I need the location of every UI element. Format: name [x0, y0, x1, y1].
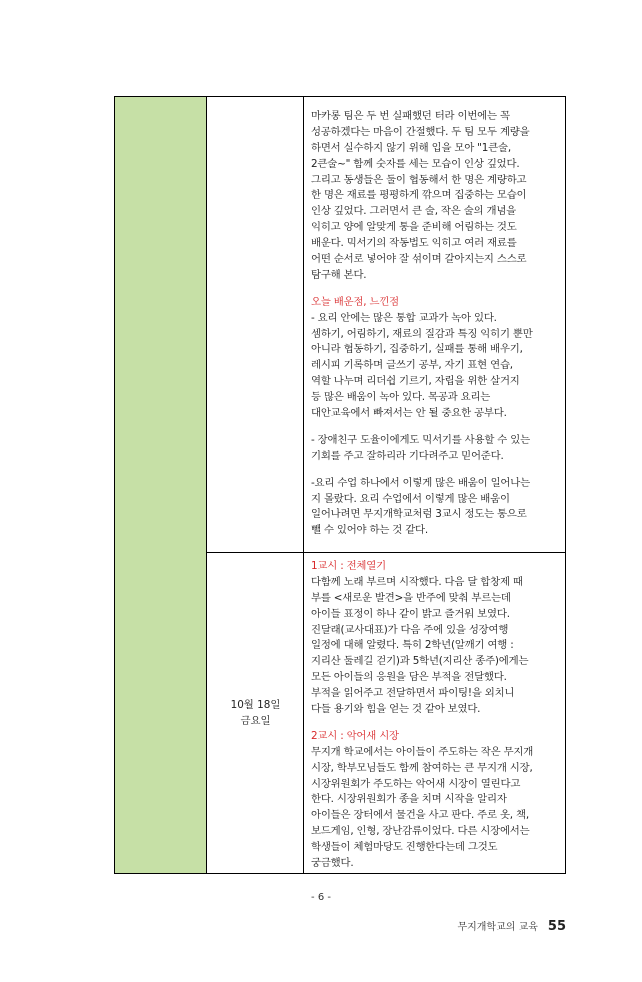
text-line: 일정에 대해 알렸다. 특히 2학년(알깨기 여행 :	[311, 639, 514, 652]
row-divider	[207, 552, 565, 553]
row2-content	[311, 559, 561, 872]
text-line: 진달래(교사대표)가 다음 주에 있을 성장여행	[311, 623, 509, 636]
text-line: 부적을 읽어주고 전달하면서 파이팅!을 외치니	[311, 687, 515, 700]
text-line: 아이들 표정이 하나 같이 밝고 즐거워 보였다.	[311, 607, 510, 620]
text-line: 마카롱 팀은 두 번 실패했던 터라 이번에는 꼭	[311, 110, 510, 122]
text-line: 지 몰랐다. 요리 수업에서 이렇게 많은 배움이	[311, 492, 510, 505]
text-line: 성공하겠다는 마음이 간절했다. 두 팀 모두 계량을	[311, 125, 530, 138]
text-line: - 장애친구 도율이에게도 믹서기를 사용할 수 있는	[311, 433, 530, 446]
footer-title: 무지개학교의 교육	[457, 922, 538, 933]
text-line: 인상 깊었다. 그러면서 큰 술, 작은 술의 개념을	[311, 205, 516, 218]
text-line: 배운다. 믹서기의 작동법도 익히고 여러 재료를	[311, 237, 517, 250]
section-heading: 1교시 : 전체열기	[311, 560, 386, 572]
text-line: 대안교육에서 빠져서는 안 될 중요한 공부다.	[311, 407, 507, 420]
text-line: 시장, 학부모님들도 함께 참여하는 큰 무지개 시장,	[311, 761, 533, 774]
text-line: 셈하기, 어림하기, 재료의 질감과 특징 익히기 뿐만	[311, 327, 533, 340]
section-heading: 오늘 배운점, 느낀점	[311, 295, 400, 308]
date-line: 10월 18일	[230, 699, 281, 711]
text-line: 다함께 노래 부르며 시작했다. 다음 달 합창제 때	[311, 575, 523, 588]
day-line: 금요일	[240, 714, 271, 727]
text-line: 한다. 시장위원회가 종을 치며 시작을 알리자	[311, 793, 507, 806]
text-line: 아이들은 장터에서 물건을 사고 판다. 주로 옷, 책,	[311, 809, 529, 822]
text-line: 보드게임, 인형, 장난감류이었다. 다른 시장에서는	[311, 825, 530, 838]
text-line: - 요리 안에는 많은 통합 교과가 녹아 있다.	[311, 311, 497, 324]
text-line: 익히고 양에 알맞게 통을 준비해 어림하는 것도	[311, 221, 517, 234]
text-line: 2큰술~" 함께 숫자를 세는 모습이 인상 깊었다.	[311, 157, 520, 170]
text-line: 역할 나누며 리더쉽 기르기, 자립을 위한 살거지	[311, 375, 520, 388]
row2-date	[207, 697, 304, 729]
text-line: 한 명은 재료를 평평하게 깎으며 집중하는 모습이	[311, 189, 527, 202]
text-line: 부를 <새로운 발견>을 반주에 맞춰 부르는데	[311, 591, 511, 604]
text-line: 뺄 수 있어야 하는 것 같다.	[311, 524, 428, 537]
section-heading: 2교시 : 악어새 시장	[311, 729, 399, 742]
text-line: 레시피 기록하며 글쓰기 공부, 자기 표현 연습,	[311, 359, 513, 372]
row1-content	[311, 109, 561, 539]
journal-table	[114, 96, 566, 874]
text-line: 무지개 학교에서는 아이들이 주도하는 작은 무지개	[311, 745, 534, 758]
page-footer	[457, 918, 566, 934]
text-line: 다들 용기와 힘을 얻는 것 같아 보였다.	[311, 703, 481, 716]
label-column	[115, 97, 207, 873]
text-line: 기회를 주고 잘하리라 기다려주고 믿어준다.	[311, 449, 504, 462]
text-line: 학생들이 체험마당도 진행한다는데 그것도	[311, 841, 498, 854]
text-line: 지리산 둘레길 걷기)과 5학년(지리산 종주)에게는	[311, 655, 529, 668]
text-line: 그리고 동생들은 둘이 협동해서 한 명은 계량하고	[311, 173, 527, 186]
text-line: 탐구해 본다.	[311, 268, 367, 281]
text-line: 일어나려면 무지개학교처럼 3교시 정도는 통으로	[311, 508, 527, 521]
date-column	[207, 97, 304, 873]
text-line: 등 많은 배움이 녹아 있다. 목공과 요리는	[311, 391, 491, 404]
page-number: - 6 -	[311, 892, 331, 903]
text-line: -요리 수업 하나에서 이렇게 많은 배움이 일어나는	[311, 476, 530, 489]
text-line: 시장위원회가 주도하는 악어새 시장이 열린다고	[311, 777, 521, 790]
text-line: 아니라 협동하기, 집중하기, 실패를 통해 배우기,	[311, 343, 523, 356]
text-line: 어떤 순서로 넣어야 잘 섞이며 갈아지는지 스스로	[311, 253, 527, 266]
text-line: 모든 아이들의 응원을 담은 부적을 전달했다.	[311, 671, 507, 684]
footer-page-number: 55	[547, 919, 566, 934]
text-line: 궁금했다.	[311, 857, 354, 870]
text-line: 하면서 실수하지 않기 위해 입을 모아 "1큰술,	[311, 141, 511, 154]
